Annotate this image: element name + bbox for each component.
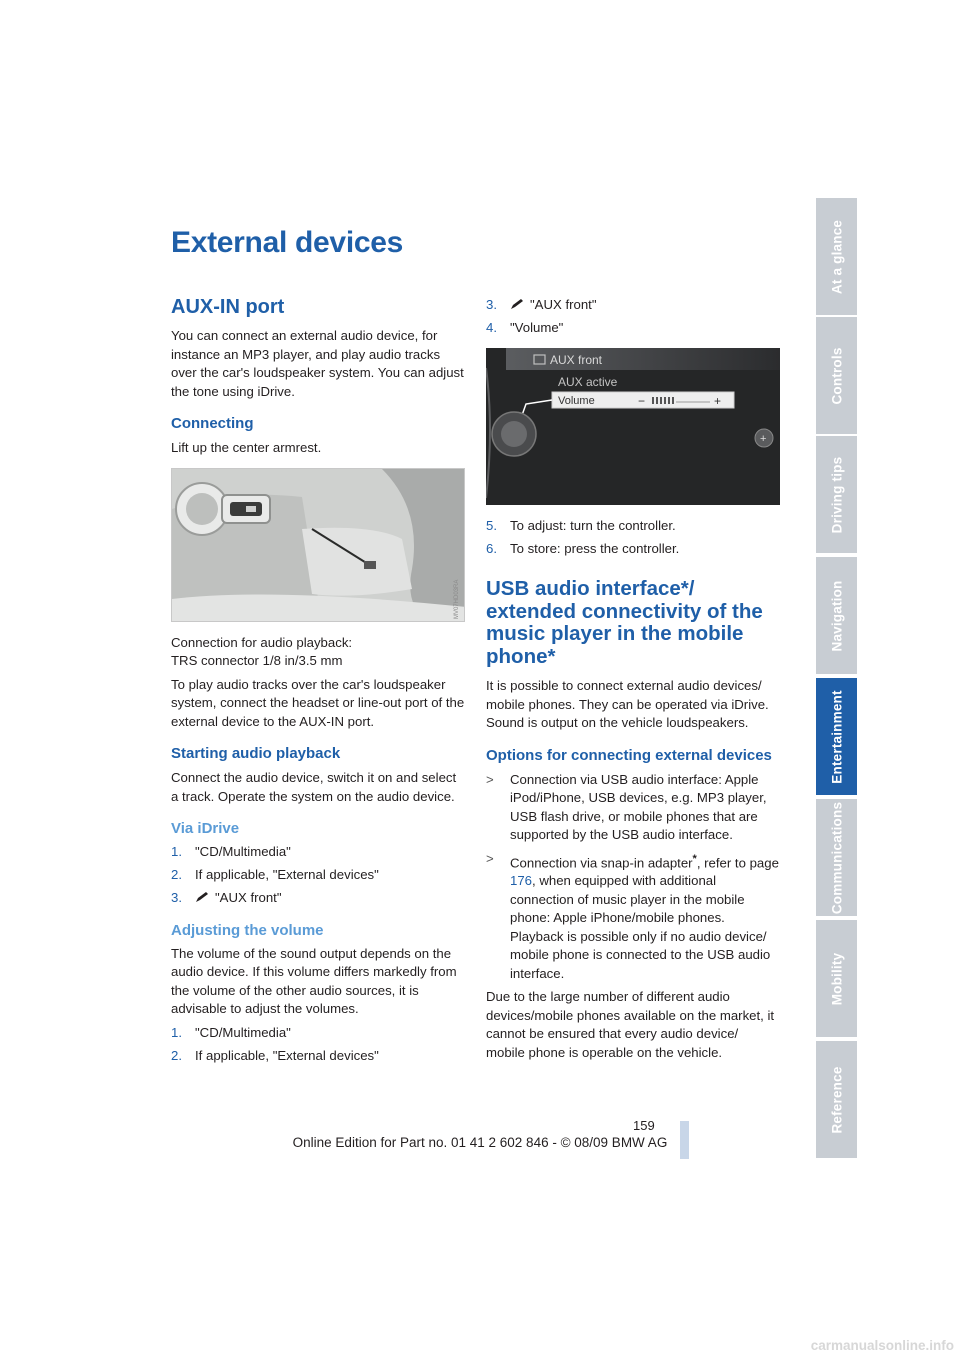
aux-heading: AUX-IN port: [171, 296, 285, 318]
tab-communications[interactable]: Communications: [816, 799, 857, 918]
tab-at-a-glance[interactable]: At a glance: [816, 198, 857, 317]
idrive-screen-illustration: [486, 348, 780, 505]
pen-icon: [510, 298, 524, 310]
usb-heading: USB audio interface*/ extended connectivity of the music player in the mobile phone*: [486, 577, 763, 668]
volume-steps-right: [486, 296, 780, 338]
photo-code: MV07HD03RA: [454, 579, 460, 619]
svg-text:+: +: [760, 432, 767, 445]
list-item: 1. "CD/Multimedia": [171, 1024, 291, 1040]
idrive-screen: [486, 348, 780, 505]
tab-driving-tips[interactable]: Driving tips: [816, 436, 857, 555]
page-title: External devices: [171, 226, 404, 259]
options-heading: Options for connecting external devices: [486, 746, 772, 764]
tab-reference[interactable]: Reference: [816, 1041, 857, 1160]
list-item: 5. To adjust: turn the controller.: [486, 517, 676, 533]
connecting-text: Lift up the center armrest.: [171, 440, 322, 455]
screen-status: AUX active: [558, 374, 618, 389]
volume-steps-after: [486, 517, 780, 559]
starting-text: Connect the audio device, switch it on and select a track. Operate the system on the audio device.: [171, 770, 457, 804]
options-list: [486, 771, 780, 984]
left-column: [171, 296, 465, 1070]
list-item: 3. "AUX front": [171, 890, 282, 905]
tab-mobility[interactable]: Mobility: [816, 920, 857, 1039]
connection-text-2: TRS connector 1/8 in/3.5 mm: [171, 653, 343, 668]
list-item: 2. If applicable, "External devices": [171, 1047, 379, 1063]
pen-icon: [195, 891, 209, 903]
usb-intro: It is possible to connect external audio devices/ mobile phones. They can be operated via iDrive. Sound is output on the vehicle loudspeakers.: [486, 678, 769, 730]
asterisk: *: [692, 852, 697, 865]
idrive-heading: Via iDrive: [171, 820, 240, 837]
list-item: > Connection via USB audio interface: Apple iPod/iPhone, USB devices, e.g. MP3 player, USB flash drive, or mobile phones that are supported by the USB audio interface.: [486, 771, 767, 842]
list-item: 6. To store: press the controller.: [486, 540, 680, 556]
usb-closing: Due to the large number of different audio devices/mobile phones available on the market, it cannot be ensured that every audio device/ mobile phone is operable on the vehicle.: [486, 989, 775, 1060]
idrive-steps: [171, 843, 465, 908]
connection-text-1: Connection for audio playback:: [171, 634, 353, 650]
armrest-photo: [171, 468, 465, 622]
list-item: 3. "AUX front": [486, 297, 597, 312]
page-number: 159: [633, 1118, 655, 1133]
chapter-tabs: [816, 198, 857, 1161]
list-item: 1. "CD/Multimedia": [171, 844, 291, 859]
footer: Online Edition for Part no. 01 41 2 602 846 - © 08/09 BMW AG: [292, 1135, 668, 1150]
tab-controls[interactable]: Controls: [816, 317, 857, 436]
volume-heading: Adjusting the volume: [171, 921, 324, 939]
screen-header: AUX front: [550, 352, 603, 367]
list-item: > Connection via snap-in adapter*, refer to page 176, when equipped with additional connection of music player in the mobile phone: Apple iPhone/mobile phones. Playback is possible only if no audio device/ mobile phone is connected to the USB audio interface.: [486, 850, 779, 981]
volume-steps-left: [171, 1024, 465, 1066]
tab-entertainment[interactable]: Entertainment: [816, 678, 857, 797]
connection-text-3: To play audio tracks over the car's loudspeaker system, connect the headset or line-out port of the external device to the AUX-IN port.: [171, 676, 465, 729]
screen-minus: −: [638, 393, 646, 408]
tab-navigation[interactable]: Navigation: [816, 557, 857, 676]
armrest-illustration: [172, 469, 465, 622]
right-column: [486, 296, 780, 1067]
screen-plus: +: [714, 393, 722, 408]
list-item: 4. "Volume": [486, 320, 564, 335]
connecting-heading: Connecting: [171, 415, 254, 432]
screen-volume-label: Volume: [558, 394, 595, 407]
starting-heading: Starting audio playback: [171, 745, 341, 762]
volume-text: The volume of the sound output depends on the audio device. If this volume differs markedly from the volume of the other audio sources, it is advisable to adjust the volumes.: [171, 945, 457, 1016]
aux-intro: You can connect an external audio device, for instance an MP3 player, and play audio tracks over the car's loudspeaker system. You can adjust the tone using iDrive.: [171, 328, 464, 399]
list-item: 2. If applicable, "External devices": [171, 867, 379, 882]
watermark: carmanualsonline.info: [810, 1338, 954, 1353]
page-link[interactable]: 176: [510, 873, 533, 889]
